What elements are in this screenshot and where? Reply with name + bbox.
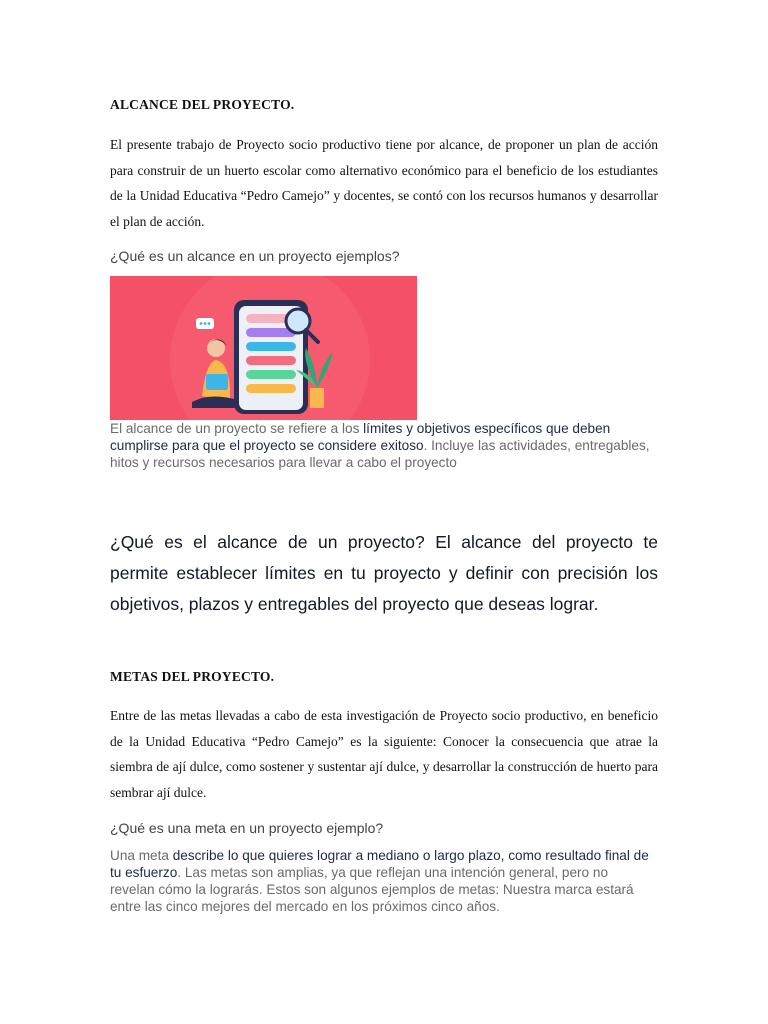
section-heading-alcance: ALCANCE DEL PROYECTO. <box>110 97 295 112</box>
answer-text-start: Una meta <box>110 848 173 863</box>
project-scope-illustration <box>110 276 417 420</box>
metas-paragraph: Entre de las metas llevadas a cabo de esta investigación de Proyecto socio productivo, en beneficio de la Unidad Educativa “Pedro Camejo” es la siguiente: Conocer la consecuencia que atrae la siembra de ají dulce, como sostener y sustentar ají dulce, y desarrollar la construcción de huerto para sembrar ají dulce. <box>110 708 658 800</box>
illustration-graphic <box>110 276 417 420</box>
answer-highlight: describe lo que quieres lograr a mediano o largo plazo, como resultado final de tu esfuerzo <box>110 848 649 880</box>
metas-answer <box>110 847 655 915</box>
answer-text-end: . Las metas son amplias, ya que reflejan una intención general, pero no revelan cómo la lograrás. Estos son algunos ejemplos de metas: Nuestra marca estará entre las cinco mejores del mercado en los próximos cinco años. <box>110 865 634 914</box>
alcance-definition-paragraph: ¿Qué es el alcance de un proyecto? El alcance del proyecto te permite establecer límites en tu proyecto y definir con precisión los objetivos, plazos y entregables del proyecto que deseas lograr. <box>110 532 658 614</box>
answer-highlight: límites y objetivos específicos que deben cumplirse para que el proyecto se considere exitoso <box>110 421 611 453</box>
alcance-question: ¿Qué es un alcance en un proyecto ejemplos? <box>110 248 400 264</box>
metas-question: ¿Qué es una meta en un proyecto ejemplo? <box>110 820 384 836</box>
alcance-answer <box>110 421 655 471</box>
answer-text-start: El alcance de un proyecto se refiere a los <box>110 421 364 436</box>
alcance-paragraph: El presente trabajo de Proyecto socio productivo tiene por alcance, de proponer un plan de acción para construir de un huerto escolar como alternativo económico para el beneficio de los estudiantes de la Unidad Educativa “Pedro Camejo” y docentes, se contó con los recursos humanos y desarrollar el plan de acción. <box>110 137 658 229</box>
section-heading-metas: METAS DEL PROYECTO. <box>110 669 275 684</box>
answer-text-end: . Incluye las actividades, entregables, hitos y recursos necesarios para llevar a cabo el proyecto <box>110 437 650 470</box>
